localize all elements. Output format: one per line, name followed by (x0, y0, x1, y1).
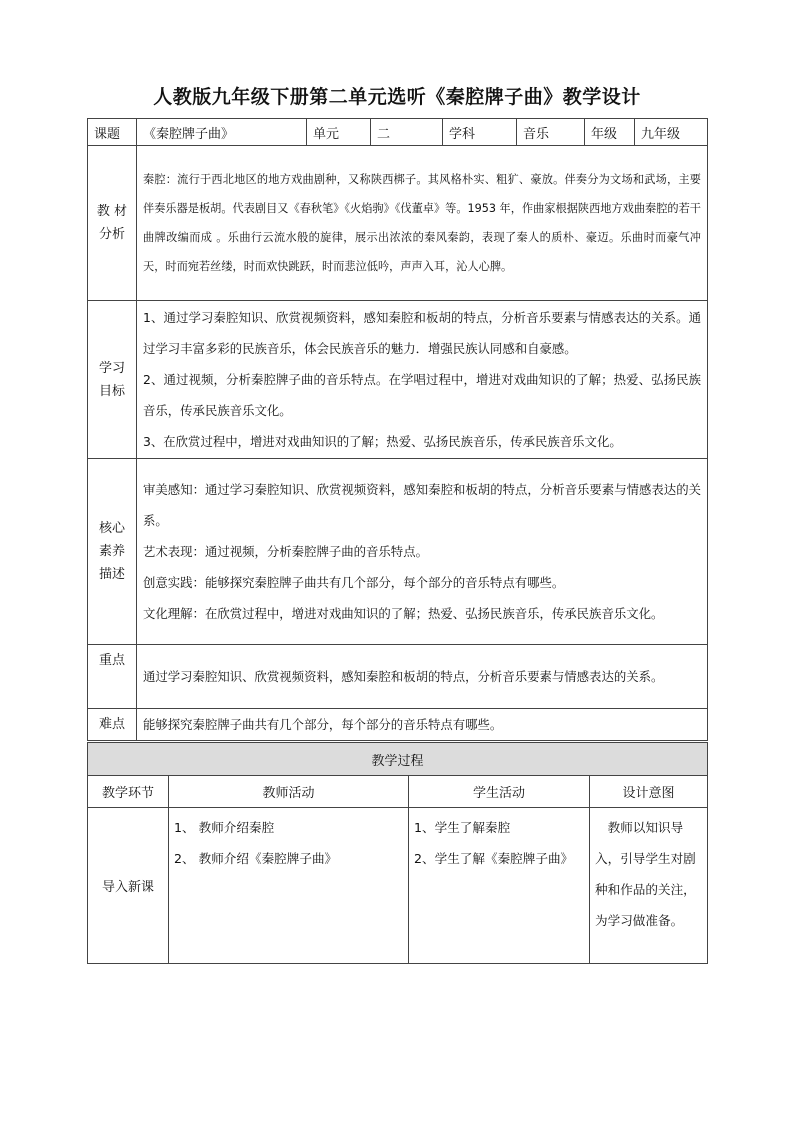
topic-value: 《秦腔牌子曲》 (137, 119, 307, 146)
difficulty-text: 能够探究秦腔牌子曲共有几个部分，每个部分的音乐特点有哪些。 (137, 709, 708, 741)
column-header: 设计意图 (590, 776, 708, 808)
teaching-process-table (87, 742, 708, 964)
process-row (88, 808, 708, 964)
stage-cell: 导入新课 (88, 808, 169, 964)
lesson-info-table (87, 118, 708, 741)
core-item: 文化理解：在欣赏过程中，增进对戏曲知识的了解；热爱、弘扬民族音乐，传承民族音乐文化。 (143, 606, 664, 621)
material-label: 教 材 分析 (88, 146, 137, 301)
material-text: 秦腔：流行于西北地区的地方戏曲剧种，又称陕西梆子。其风格朴实、粗犷、豪放。伴奏分为文场和武场，主要伴奏乐器是板胡。代表剧目又《春秋笔》《火焰驹》《伐董卓》等。1953 年，作曲家根据陕西地方戏曲秦腔的若干曲牌改编而成 。乐曲行云流水般的旋律，展示出浓浓的秦风秦韵，表现了秦人的质朴、豪迈。乐曲时而豪气冲天，时而宛若丝缕，时而欢快跳跃，时而悲泣低吟，声声入耳，沁人心脾。 (137, 146, 708, 301)
document-title: 人教版九年级下册第二单元选听《秦腔牌子曲》教学设计 (153, 86, 641, 108)
goals-label: 学习 目标 (88, 301, 137, 459)
student-activity-item: 1、学生了解秦腔 (414, 820, 511, 835)
core-item: 创意实践：能够探究秦腔牌子曲共有几个部分，每个部分的音乐特点有哪些。 (143, 575, 565, 590)
core-label: 核心 素养 描述 (88, 459, 137, 645)
material-row (88, 146, 708, 301)
key-point-row (88, 645, 708, 709)
unit-label: 单元 (307, 119, 371, 146)
teacher-activity-cell (169, 808, 409, 964)
goals-row (88, 301, 708, 459)
grade-label: 年级 (585, 119, 635, 146)
topic-label: 课题 (88, 119, 137, 146)
goal-item: 2、通过视频，分析秦腔牌子曲的音乐特点。在学唱过程中，增进对戏曲知识的了解；热爱、弘扬民族音乐，传承民族音乐文化。 (143, 372, 701, 418)
process-heading: 教学过程 (88, 743, 708, 776)
teacher-activity-item: 1、 教师介绍秦腔 (174, 820, 275, 835)
difficulty-row (88, 709, 708, 741)
process-column-headers (88, 776, 708, 808)
key-point-label: 重点 (88, 645, 137, 709)
column-header: 教学环节 (88, 776, 169, 808)
core-item: 审美感知：通过学习秦腔知识、欣赏视频资料，感知秦腔和板胡的特点，分析音乐要素与情感表达的关系。 (143, 482, 701, 528)
student-activity-cell (409, 808, 590, 964)
unit-value: 二 (371, 119, 443, 146)
key-point-text: 通过学习秦腔知识、欣赏视频资料，感知秦腔和板胡的特点，分析音乐要素与情感表达的关系。 (137, 645, 708, 709)
core-content (137, 459, 708, 645)
goal-item: 3、在欣赏过程中，增进对戏曲知识的了解；热爱、弘扬民族音乐，传承民族音乐文化。 (143, 434, 622, 449)
design-intent-cell: 教师以知识导入，引导学生对剧种和作品的关注，为学习做准备。 (590, 808, 708, 964)
difficulty-label: 难点 (88, 709, 137, 741)
subject-label: 学科 (443, 119, 517, 146)
grade-value: 九年级 (635, 119, 708, 146)
subject-value: 音乐 (517, 119, 585, 146)
column-header: 学生活动 (409, 776, 590, 808)
teacher-activity-item: 2、 教师介绍《秦腔牌子曲》 (174, 851, 338, 866)
student-activity-item: 2、学生了解《秦腔牌子曲》 (414, 851, 574, 866)
header-row (88, 119, 708, 146)
goals-content (137, 301, 708, 459)
core-row (88, 459, 708, 645)
column-header: 教师活动 (169, 776, 409, 808)
core-item: 艺术表现：通过视频，分析秦腔牌子曲的音乐特点。 (143, 544, 428, 559)
process-heading-row (88, 743, 708, 776)
goal-item: 1、通过学习秦腔知识、欣赏视频资料，感知秦腔和板胡的特点，分析音乐要素与情感表达的关系。通过学习丰富多彩的民族音乐，体会民族音乐的魅力．增强民族认同感和自豪感。 (143, 310, 701, 356)
